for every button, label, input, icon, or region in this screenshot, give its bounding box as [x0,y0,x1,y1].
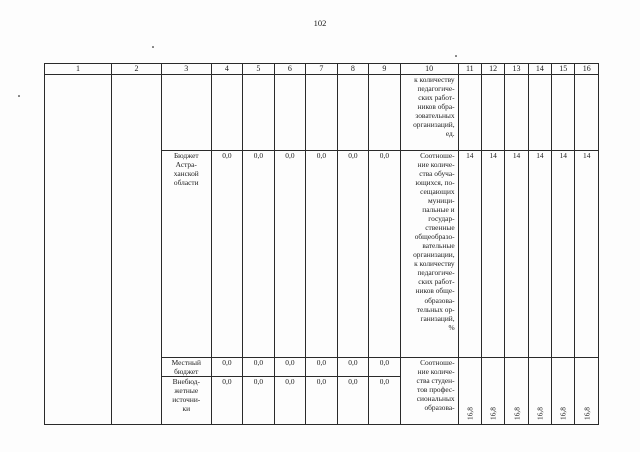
amount-cell: 0,0 [369,377,401,425]
amount-cell: 0,0 [243,151,275,358]
amount-cell: 0,0 [337,151,369,358]
scan-speck [455,55,457,57]
target-value: 16,8 [512,407,522,421]
col-header: 8 [337,64,369,75]
amount-cell: 0,0 [211,151,243,358]
funding-source: Внебюд- жетные источни- ки [161,377,211,425]
amount-cell: 0,0 [369,358,401,377]
target-value: 14 [481,151,504,358]
column-number-row [45,64,599,75]
table-row [45,75,599,151]
amount-cell: 0,0 [306,377,338,425]
col-header: 12 [481,64,504,75]
indicator-cell [400,151,458,358]
scan-speck [152,46,154,48]
amount-cell: 0,0 [306,151,338,358]
amount-cell: 0,0 [369,151,401,358]
cell-empty [112,75,162,425]
target-value: 14 [458,151,481,358]
amount-cell: 0,0 [211,358,243,377]
target-value: 14 [575,151,599,358]
amount-cell: 0,0 [243,358,275,377]
target-value-cell [575,358,599,425]
col-header: 15 [552,64,575,75]
amount-cell: 0,0 [306,358,338,377]
funding-source: Бюджет Астра- ханской области [161,151,211,358]
target-value: 14 [552,151,575,358]
target-value: 16,8 [582,407,592,421]
target-value: 16,8 [488,407,498,421]
amount-cell: 0,0 [274,377,306,425]
target-value-cell [458,358,481,425]
program-table [44,63,599,425]
target-value: 14 [528,151,551,358]
target-value: 16,8 [535,407,545,421]
target-value-cell [505,358,528,425]
col-header: 11 [458,64,481,75]
target-value-cell [552,358,575,425]
target-value-cell [528,358,551,425]
scan-speck [18,95,20,97]
amount-cell: 0,0 [337,358,369,377]
amount-cell: 0,0 [274,358,306,377]
target-value: 16,8 [465,407,475,421]
indicator-text: Соотноше- ние количе- ства обуча- ющихся, по- сещающих муници- пальные и государ- ственные общеобразо- вательные организации, к количеству педагогиче- ских работ- ников обще- образова- тельных ор- ганизаций, % [413,151,455,332]
amount-cell: 0,0 [211,377,243,425]
col-header: 6 [274,64,306,75]
cell-empty [45,75,112,425]
col-header: 3 [161,64,211,75]
amount-cell: 0,0 [337,377,369,425]
indicator-cell [400,358,458,425]
page-number: 102 [313,18,327,28]
amount-cell: 0,0 [243,377,275,425]
col-header: 10 [400,64,458,75]
col-header: 1 [45,64,112,75]
indicator-text: к количеству педагогиче- ских работ- ников обра- зовательных организаций, ед. [413,75,455,139]
funding-source: Местный бюджет [161,358,211,377]
col-header: 7 [306,64,338,75]
indicator-cell [400,75,458,151]
col-header: 16 [575,64,599,75]
col-header: 13 [505,64,528,75]
target-value-cell [481,358,504,425]
indicator-text: Соотноше- ние количе- ства студен- тов профес- сиональных образова- [416,358,455,413]
target-value: 16,8 [558,407,568,421]
col-header: 4 [211,64,243,75]
col-header: 14 [528,64,551,75]
col-header: 5 [243,64,275,75]
col-header: 2 [112,64,162,75]
amount-cell: 0,0 [274,151,306,358]
target-value: 14 [505,151,528,358]
cell-empty [161,75,211,151]
col-header: 9 [369,64,401,75]
